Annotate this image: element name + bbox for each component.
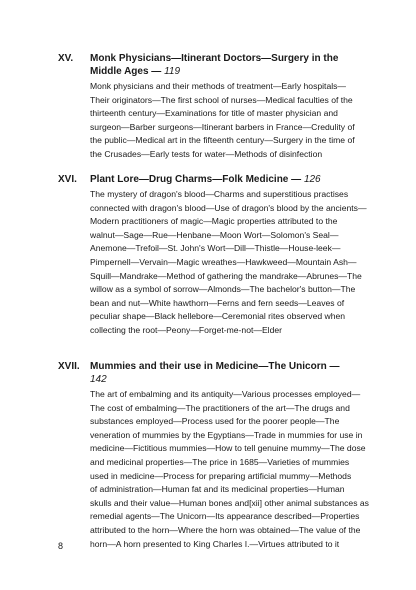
synopsis-line: Monk physicians and their methods of treatment—Early hospitals—	[90, 81, 347, 91]
synopsis-line: thirteenth century—Examinations for title of master physician and	[90, 108, 338, 119]
synopsis-line: Squill—Mandrake—Method of gathering the mandrake—Abrunes—The	[90, 270, 362, 281]
synopsis-line: and medicinal properties—The price in 1685—Varieties of mummies	[90, 456, 350, 467]
synopsis-line: used in medicine—Process for preparing artificial mummy—Methods	[90, 470, 352, 481]
chapter-heading	[90, 173, 358, 186]
chapter-heading	[90, 52, 358, 78]
synopsis-line: the Crusades—Early tests for water—Methods of disinfection	[90, 148, 323, 159]
chapter-title-line: Monk Physicians—Itinerant Doctors—Surgery in the	[90, 53, 339, 64]
synopsis-line: of administration—Human fat and its medicinal properties—Human	[90, 484, 345, 495]
synopsis-line: collecting the root—Peony—Forget-me-not—Elder	[90, 324, 283, 335]
synopsis-line: veneration of mummies by the Egyptians—Trade in mummies for use in	[90, 429, 363, 440]
chapter-entry-xv	[58, 52, 358, 162]
synopsis-line: connected with dragon's blood—Use of dragon's blood by the ancients—	[90, 202, 367, 213]
synopsis-line: attributed to the horn—Where the horn was obtained—The value of the	[90, 524, 361, 535]
synopsis-line: Anemone—Trefoil—St. John's Wort—Dill—Thistle—House-leek—	[90, 243, 341, 254]
synopsis-line: remedial agents—The Unicorn—Its appearance described—Properties	[90, 511, 360, 522]
synopsis-line: substances employed—Process used for the poorer people—The	[90, 416, 340, 427]
synopsis-line: horn—A horn presented to King Charles I.—Virtues attributed to it	[90, 538, 340, 549]
chapter-page-number: 142	[90, 374, 107, 385]
page-number: 8	[58, 541, 64, 551]
synopsis-line: willow as a symbol of sorrow—Almonds—The bachelor's button—The	[90, 284, 356, 295]
chapter-synopsis	[90, 80, 358, 162]
synopsis-line: The cost of embalming—The practitioners of the art—The drugs and	[90, 402, 350, 413]
chapter-synopsis	[90, 188, 367, 338]
synopsis-line: The mystery of dragon's blood—Charms and superstitious practises	[90, 189, 349, 199]
chapter-heading	[90, 360, 358, 386]
chapter-numeral: XV.	[58, 53, 74, 64]
chapter-title-line: Plant Lore—Drug Charms—Folk Medicine —	[90, 174, 302, 185]
chapter-title-line: Middle Ages —	[90, 66, 162, 77]
synopsis-line: walnut—Sage—Rue—Henbane—Moon Wort—Solomon's Seal—	[90, 229, 339, 240]
synopsis-line: Pimpernell—Vervain—Magic wreathes—Hawkweed—Mountain Ash—	[90, 256, 357, 267]
chapter-numeral: XVII.	[58, 361, 80, 372]
chapter-synopsis	[90, 388, 369, 551]
synopsis-line: surgeon—Barber surgeons—Itinerant barbers in France—Credulity of	[90, 121, 355, 132]
chapter-numeral: XVI.	[58, 174, 77, 185]
chapter-title-line: Mummies and their use in Medicine—The Unicorn —	[90, 361, 340, 372]
chapter-entry-xvii	[58, 360, 369, 551]
synopsis-line: medicine—Fictitious mummies—How to tell genuine mummy—The dose	[90, 443, 366, 454]
synopsis-line: Their originators—The first school of nurses—Medical faculties of the	[90, 94, 353, 105]
chapter-page-number: 126	[303, 174, 321, 185]
synopsis-line: skulls and their value—Human bones and[xii] other animal substances as	[90, 497, 369, 508]
chapter-page-number: 119	[164, 66, 181, 77]
synopsis-line: The art of embalming and its antiquity—Various processes employed—	[90, 389, 361, 399]
synopsis-line: bean and nut—White hawthorn—Ferns and fern seeds—Leaves of	[90, 297, 345, 308]
synopsis-line: the public—Medical art in the fifteenth century—Surgery in the time of	[90, 135, 355, 146]
chapter-entry-xvi	[58, 173, 367, 338]
synopsis-line: peculiar shape—Black hellebore—Ceremonial rites observed when	[90, 311, 346, 322]
synopsis-line: Modern practitioners of magic—Magic properties attributed to the	[90, 216, 338, 227]
